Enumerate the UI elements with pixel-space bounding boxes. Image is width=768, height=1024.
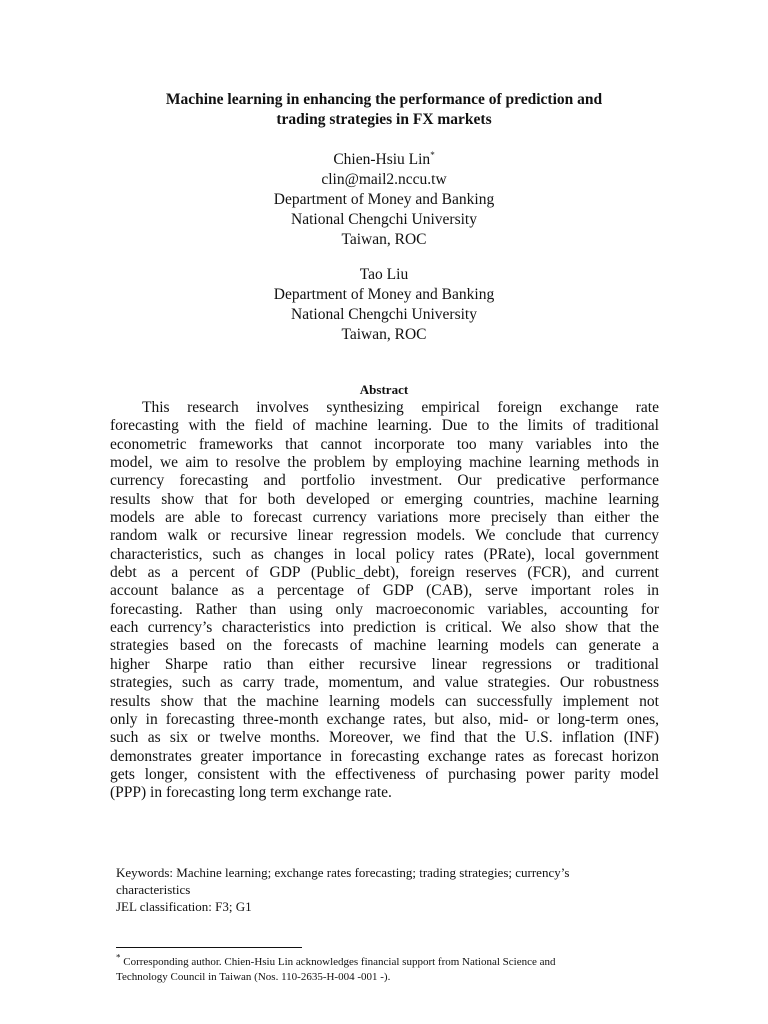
footnote-line-1 bbox=[116, 952, 676, 970]
abstract-heading: Abstract bbox=[359, 382, 409, 397]
author-2-location: Taiwan, ROC bbox=[341, 326, 427, 343]
abstract-line: (PPP) in forecasting long term exchange rate. bbox=[110, 784, 392, 802]
abstract-line: only in forecasting three-month exchange rates, but also, mid- or long-term ones, bbox=[110, 710, 659, 728]
title-line-1: Machine learning in enhancing the performance of prediction and bbox=[165, 91, 603, 108]
abstract-body bbox=[110, 399, 659, 803]
abstract-line: forecasting with the field of machine learning. Due to the limits of traditional bbox=[110, 417, 659, 435]
abstract-line: debt as a percent of GDP (Public_debt), foreign reserves (FCR), and current bbox=[110, 564, 659, 582]
abstract-line: account balance as a percentage of GDP (CAB), serve important roles in bbox=[110, 582, 659, 600]
author-2-block bbox=[100, 265, 668, 345]
abstract-line: This research involves synthesizing empirical foreign exchange rate bbox=[142, 399, 659, 416]
keywords-block bbox=[116, 864, 666, 915]
author-1-block bbox=[100, 150, 668, 250]
footnote-line-2: Technology Council in Taiwan (Nos. 110-2635-H-004 -001 -). bbox=[116, 971, 391, 983]
keywords-line-1: Keywords: Machine learning; exchange rates forecasting; trading strategies; currency’s bbox=[116, 865, 570, 880]
abstract-line: strategies, such as carry trade, momentum, and value strategies. Our robustness bbox=[110, 674, 659, 692]
author-2-university: National Chengchi University bbox=[291, 306, 477, 323]
author-1-footnote-marker: * bbox=[430, 149, 435, 160]
abstract-line: models are able to forecast currency variations more precisely than either the bbox=[110, 509, 659, 527]
abstract-line: econometric frameworks that cannot incorporate too many variables into the bbox=[110, 435, 659, 453]
abstract-line: forecasting. Rather than using only macroeconomic variables, accounting for bbox=[110, 600, 659, 618]
author-1-location: Taiwan, ROC bbox=[341, 231, 427, 248]
title-line-2: trading strategies in FX markets bbox=[276, 111, 492, 128]
abstract-line: random walk or recursive linear regression models. We conclude that currency bbox=[110, 527, 659, 545]
abstract-line: currency forecasting and portfolio investment. Our predicative performance bbox=[110, 472, 659, 490]
author-1-name-line bbox=[100, 150, 668, 170]
footnote-marker: * bbox=[116, 952, 121, 963]
abstract-line: results show that the machine learning models can successfully implement not bbox=[110, 692, 659, 710]
jel-classification: JEL classification: F3; G1 bbox=[116, 899, 252, 914]
footnote-rule bbox=[116, 947, 302, 948]
author-2-department: Department of Money and Banking bbox=[273, 286, 495, 303]
abstract-line: characteristics, such as changes in local policy rates (PRate), local government bbox=[110, 545, 659, 563]
abstract-line: strategies based on the forecasts of machine learning models can generate a bbox=[110, 637, 659, 655]
abstract-line: such as six or twelve months. Moreover, we find that the U.S. inflation (INF) bbox=[110, 729, 659, 747]
author-1-name: Chien-Hsiu Lin bbox=[333, 151, 431, 168]
abstract-line: higher Sharpe ratio than either recursive linear regressions or traditional bbox=[110, 655, 659, 673]
abstract-line: results show that for both developed or emerging countries, machine learning bbox=[110, 490, 659, 508]
paper-title bbox=[100, 90, 668, 130]
abstract-line: gets longer, consistent with the effectiveness of purchasing power parity model bbox=[110, 765, 659, 783]
abstract-line: each currency’s characteristics into prediction is critical. We also show that the bbox=[110, 619, 659, 637]
author-1-department: Department of Money and Banking bbox=[273, 191, 495, 208]
keywords-line-2: characteristics bbox=[116, 882, 191, 897]
footnote bbox=[116, 952, 676, 985]
author-2-name: Tao Liu bbox=[359, 266, 409, 283]
author-1-email: clin@mail2.nccu.tw bbox=[321, 171, 447, 188]
footnote-text-1: Corresponding author. Chien-Hsiu Lin acknowledges financial support from National Science and bbox=[120, 956, 556, 968]
abstract-line: demonstrates greater importance in forecasting exchange rates as forecast horizon bbox=[110, 747, 659, 765]
abstract-line: model, we aim to resolve the problem by employing machine learning methods in bbox=[110, 454, 659, 472]
author-1-university: National Chengchi University bbox=[291, 211, 477, 228]
